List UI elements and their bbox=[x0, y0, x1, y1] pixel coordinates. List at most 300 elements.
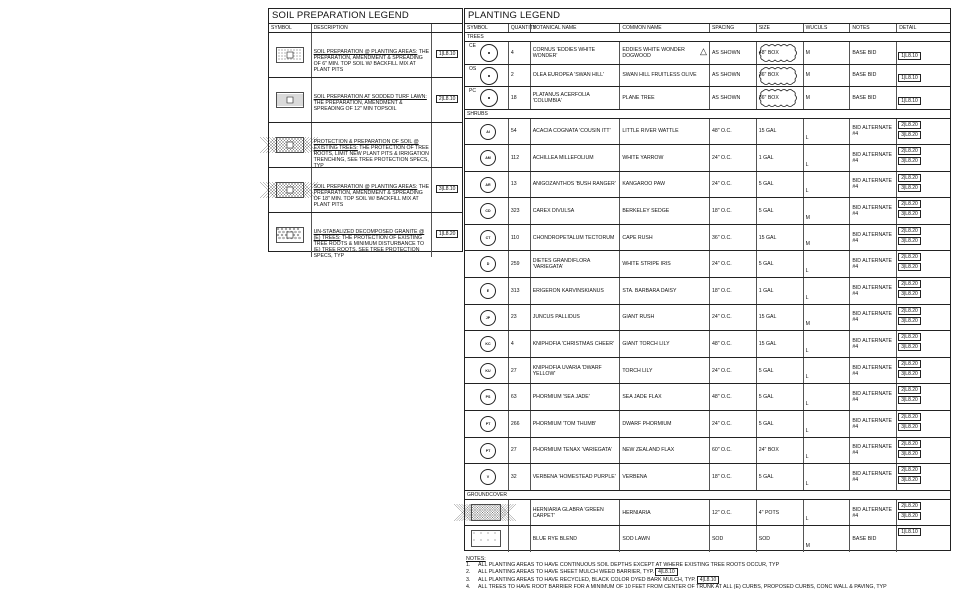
detail-reference[interactable]: 1|L8.10 bbox=[898, 97, 921, 105]
spacing: 24" O.C. bbox=[711, 181, 732, 188]
notes: BASE BID bbox=[852, 49, 877, 56]
botanical-name-cell bbox=[531, 464, 621, 490]
tree-code: PC bbox=[469, 88, 476, 94]
common-name-cell bbox=[620, 331, 710, 357]
detail-reference[interactable]: 2|L8.20 bbox=[898, 386, 921, 394]
detail-reference[interactable]: 2|L8.20 bbox=[898, 147, 921, 155]
dots-hatch-symbol bbox=[276, 47, 304, 63]
shrubs-row bbox=[465, 251, 950, 278]
size: 5 GAL bbox=[758, 181, 774, 188]
symbol-cell bbox=[465, 119, 509, 145]
quantity: 266 bbox=[510, 420, 520, 427]
size-cell bbox=[757, 172, 804, 198]
notes: BID ALTERNATE #4 bbox=[852, 444, 892, 457]
shrub-symbol-icon: AR bbox=[480, 177, 496, 193]
size-cell bbox=[757, 411, 804, 437]
wucols-cell bbox=[804, 42, 851, 64]
detail-reference[interactable]: 2|L8.10 bbox=[436, 95, 459, 103]
planting-legend-title: PLANTING LEGEND bbox=[465, 9, 950, 24]
spacing-cell bbox=[710, 500, 757, 525]
detail-reference[interactable]: 3|L8.20 bbox=[898, 450, 921, 458]
cross-hatch-symbol bbox=[276, 137, 304, 153]
detail-reference[interactable]: 2|L8.20 bbox=[898, 413, 921, 421]
wucols: L bbox=[805, 135, 809, 142]
wucols-cell bbox=[804, 172, 851, 198]
detail-reference[interactable]: 2|L8.20 bbox=[898, 333, 921, 341]
size: 5 GAL bbox=[758, 208, 774, 215]
common-name: TORCH LILY bbox=[622, 367, 653, 374]
quantity-cell bbox=[509, 172, 531, 198]
header-symbol: SYMBOL bbox=[465, 24, 509, 32]
size: 5 GAL bbox=[758, 420, 774, 427]
notes-cell bbox=[850, 145, 897, 171]
header-quantity: QUANTITY bbox=[510, 25, 537, 31]
detail-reference[interactable]: 3|L8.20 bbox=[898, 184, 921, 192]
size: 15 GAL bbox=[758, 234, 777, 241]
spacing: AS SHOWN bbox=[711, 49, 741, 56]
soil-description-cell bbox=[312, 213, 433, 257]
notes: BID ALTERNATE #4 bbox=[852, 178, 892, 191]
wucols: L bbox=[805, 401, 809, 408]
size-cell bbox=[757, 278, 804, 304]
common-name: NEW ZEALAND FLAX bbox=[622, 447, 675, 454]
shrub-symbol-icon: AI bbox=[480, 124, 496, 140]
soil-description-lead: SOIL PREPARATION AT SODDED TURF LAWN: bbox=[313, 94, 427, 100]
shrub-symbol-icon: CT bbox=[480, 230, 496, 246]
size-cell bbox=[757, 438, 804, 464]
notes-cell bbox=[850, 305, 897, 331]
detail-cell bbox=[897, 526, 950, 551]
detail-cell bbox=[897, 225, 950, 251]
quantity: 112 bbox=[510, 154, 520, 161]
spacing: 60" O.C. bbox=[711, 447, 732, 454]
quantity: 23 bbox=[510, 314, 517, 321]
spacing: 24" O.C. bbox=[711, 261, 732, 268]
size-cell bbox=[757, 119, 804, 145]
lines-hatch-symbol bbox=[276, 92, 304, 108]
header-common: COMMON NAME bbox=[620, 24, 710, 32]
soil-description-lead: PROTECTION & PREPARATION OF SOIL @ EXISTING TREES: bbox=[313, 139, 419, 151]
quantity: 259 bbox=[510, 261, 520, 268]
notes-cell bbox=[850, 198, 897, 224]
header-wucols: WUCULS bbox=[804, 24, 851, 32]
quantity: 27 bbox=[510, 447, 517, 454]
tree-code: OS bbox=[469, 65, 477, 72]
shrub-symbol-icon: PT bbox=[480, 416, 496, 432]
botanical-name-cell bbox=[531, 198, 621, 224]
common-name-cell bbox=[620, 526, 710, 551]
quantity-cell bbox=[509, 65, 531, 87]
soil-symbol-cell bbox=[269, 168, 312, 212]
note-number: 1. bbox=[466, 562, 471, 569]
shrubs-row bbox=[465, 172, 950, 199]
shrubs-row bbox=[465, 198, 950, 225]
botanical-name: PLATANUS ACERFOLIA 'COLUMBIA' bbox=[532, 91, 590, 104]
shrub-symbol-icon: PT bbox=[480, 443, 496, 459]
symbol-cell bbox=[465, 198, 509, 224]
botanical-name-cell bbox=[531, 225, 621, 251]
symbol-cell bbox=[465, 305, 509, 331]
spacing: 18" O.C. bbox=[711, 208, 732, 215]
botanical-name: PHORMIUM 'SEA JADE' bbox=[532, 394, 590, 401]
gravel-hatch-symbol bbox=[276, 227, 304, 243]
botanical-name: HERNIARIA GLABRA 'GREEN CARPET' bbox=[532, 506, 604, 519]
soil-description-lead: SOIL PREPARATION @ PLANTING AREAS: bbox=[313, 184, 418, 190]
shrub-symbol-icon: E bbox=[480, 283, 496, 299]
soil-description-body: THE PREPARATION, AMENDMENT & SPREADING OF 6" MIN. TOP SOIL W/ BACKFILL MIX AT PLANT PITS bbox=[313, 49, 430, 73]
shrubs-row bbox=[465, 464, 950, 491]
wucols-cell bbox=[804, 358, 851, 384]
wucols-cell bbox=[804, 251, 851, 277]
shrubs-row bbox=[465, 411, 950, 438]
detail-reference[interactable]: 3|L8.20 bbox=[898, 157, 921, 165]
notes-cell bbox=[850, 278, 897, 304]
quantity-cell bbox=[509, 87, 531, 109]
header-detail: DETAIL bbox=[899, 25, 917, 31]
notes-cell bbox=[850, 87, 897, 109]
quantity-cell bbox=[509, 251, 531, 277]
size: 36" BOX bbox=[758, 94, 779, 101]
header-symbol: SYMBOL bbox=[269, 24, 312, 32]
size-cell bbox=[757, 464, 804, 490]
spacing: AS SHOWN bbox=[711, 72, 741, 79]
soil-legend-title: SOIL PREPARATION LEGEND bbox=[269, 9, 462, 24]
detail-reference[interactable]: 3|L8.20 bbox=[898, 131, 921, 139]
note-number: 4. bbox=[466, 584, 471, 591]
shrubs-row bbox=[465, 119, 950, 146]
detail-reference[interactable]: 1|L8.10 bbox=[898, 528, 921, 536]
detail-reference[interactable]: 3|L8.10 bbox=[436, 185, 459, 193]
spacing: 24" O.C. bbox=[711, 420, 732, 427]
detail-reference[interactable]: 3|L8.20 bbox=[898, 210, 921, 218]
detail-reference[interactable]: 3|L8.20 bbox=[898, 423, 921, 431]
detail-reference[interactable]: 4|L8.10 bbox=[655, 568, 678, 576]
botanical-name-cell bbox=[531, 42, 621, 64]
botanical-name: KNIPHOFIA UVARIA 'DWARF YELLOW' bbox=[532, 364, 602, 377]
notes: BID ALTERNATE #4 bbox=[852, 338, 892, 351]
notes-cell bbox=[850, 358, 897, 384]
spacing: 48" O.C. bbox=[711, 341, 732, 348]
size-cell bbox=[757, 384, 804, 410]
detail-cell bbox=[897, 305, 950, 331]
shrubs-row bbox=[465, 305, 950, 332]
wucols-cell bbox=[804, 65, 851, 87]
soil-description-body: THE PROTECTION OF EXISTING TREE ROOTS & MINIMUM DISTURBANCE TO (E) TREE ROOTS, SEE TREE PROTECTION SPECS, TYP bbox=[313, 235, 425, 259]
detail-reference[interactable]: 2|L8.20 bbox=[898, 360, 921, 368]
note-text: ALL TREES TO HAVE ROOT BARRIER FOR A MINIMUM OF 10 FEET FROM CENTER OF TRUNK AT ALL (E) CURBS, PROPOSED CURBS, CONC WALL & PAVING, TYP bbox=[478, 584, 887, 591]
soil-rows bbox=[269, 33, 462, 257]
size: 5 GAL bbox=[758, 474, 774, 481]
notes-cell bbox=[850, 384, 897, 410]
symbol-cell bbox=[465, 87, 509, 109]
soil-reference-cell bbox=[432, 33, 462, 77]
common-name: SWAN HILL FRUITLESS OLIVE bbox=[622, 72, 697, 79]
detail-cell bbox=[897, 331, 950, 357]
shrub-symbol-icon: KC bbox=[480, 336, 496, 352]
common-name: SOD LAWN bbox=[622, 535, 650, 542]
detail-reference[interactable]: 3|L8.20 bbox=[898, 396, 921, 404]
trees-row bbox=[465, 42, 950, 65]
size-cell bbox=[757, 500, 804, 525]
quantity: 323 bbox=[510, 208, 520, 215]
notes-cell bbox=[850, 411, 897, 437]
common-name-cell bbox=[620, 198, 710, 224]
tree-code: CE bbox=[469, 43, 476, 49]
soil-symbol-cell bbox=[269, 33, 312, 77]
botanical-name-cell bbox=[531, 251, 621, 277]
size: 36" BOX bbox=[758, 72, 779, 79]
soil-row bbox=[269, 33, 462, 78]
notes: BID ALTERNATE #4 bbox=[852, 506, 892, 519]
notes: BID ALTERNATE #4 bbox=[852, 205, 892, 218]
detail-reference[interactable]: 3|L8.20 bbox=[898, 237, 921, 245]
size: 15 GAL bbox=[758, 314, 777, 321]
symbol-cell bbox=[465, 278, 509, 304]
botanical-name: ERIGERON KARVINSKIANUS bbox=[532, 287, 604, 294]
note-line bbox=[466, 576, 956, 584]
notes-cell bbox=[850, 119, 897, 145]
shrubs-row bbox=[465, 145, 950, 172]
note-text: ALL PLANTING AREAS TO HAVE CONTINUOUS SOIL DEPTHS EXCEPT AT WHERE EXISTING TREE ROOTS OCCUR, TYP bbox=[478, 562, 780, 569]
detail-reference[interactable]: 2|L8.20 bbox=[898, 307, 921, 315]
detail-reference[interactable]: 3|L8.20 bbox=[898, 290, 921, 298]
detail-cell bbox=[897, 87, 950, 109]
detail-reference[interactable]: 3|L8.20 bbox=[898, 317, 921, 325]
soil-reference-cell bbox=[432, 168, 462, 212]
size-cell bbox=[757, 225, 804, 251]
detail-reference[interactable]: 3|L8.20 bbox=[898, 343, 921, 351]
soil-row bbox=[269, 168, 462, 213]
shrub-symbol-icon: PS bbox=[480, 389, 496, 405]
symbol-cell bbox=[465, 225, 509, 251]
notes-list bbox=[466, 562, 956, 590]
soil-reference-cell bbox=[432, 213, 462, 257]
notes-cell bbox=[850, 331, 897, 357]
symbol-cell bbox=[465, 464, 509, 490]
shrub-rows bbox=[465, 119, 950, 491]
shrubs-row bbox=[465, 331, 950, 358]
shrub-symbol-icon: V bbox=[480, 469, 496, 485]
common-name: BERKELEY SEDGE bbox=[622, 208, 670, 215]
size: 4" POTS bbox=[758, 509, 780, 516]
wucols: L bbox=[805, 427, 809, 434]
spacing: 48" O.C. bbox=[711, 128, 732, 135]
common-name: SEA JADE FLAX bbox=[622, 394, 662, 401]
detail-reference[interactable]: 4|L8.10 bbox=[697, 576, 720, 584]
spacing-cell bbox=[710, 225, 757, 251]
soil-description-body: THE PREPARATION, AMENDMENT & SPREADING OF 12" MIN TOPSOIL bbox=[313, 100, 403, 112]
wucols-cell bbox=[804, 87, 851, 109]
notes-cell bbox=[850, 65, 897, 87]
shrubs-row bbox=[465, 438, 950, 465]
common-name-cell bbox=[620, 119, 710, 145]
botanical-name-cell bbox=[531, 526, 621, 551]
common-name-cell bbox=[620, 500, 710, 525]
shrub-symbol-icon: D bbox=[480, 256, 496, 272]
botanical-name-cell bbox=[531, 500, 621, 525]
detail-cell bbox=[897, 119, 950, 145]
spacing-cell bbox=[710, 464, 757, 490]
detail-reference[interactable]: 2|L8.20 bbox=[898, 121, 921, 129]
quantity-cell bbox=[509, 358, 531, 384]
wucols-cell bbox=[804, 464, 851, 490]
botanical-name-cell bbox=[531, 305, 621, 331]
quantity: 18 bbox=[510, 94, 517, 101]
detail-reference[interactable]: 2|L8.20 bbox=[898, 502, 921, 510]
quantity-cell bbox=[509, 384, 531, 410]
detail-reference[interactable]: 2|L8.20 bbox=[898, 200, 921, 208]
quantity: 32 bbox=[510, 474, 517, 481]
symbol-cell bbox=[465, 172, 509, 198]
detail-reference[interactable]: 2|L8.20 bbox=[898, 280, 921, 288]
size-cell bbox=[757, 198, 804, 224]
common-name-cell bbox=[620, 278, 710, 304]
tree-rows bbox=[465, 42, 950, 110]
detail-reference[interactable]: 1|L8.10 bbox=[898, 52, 921, 60]
botanical-name-cell bbox=[531, 172, 621, 198]
common-name: PLANE TREE bbox=[622, 94, 655, 101]
common-name-cell bbox=[620, 358, 710, 384]
notes: BASE BID bbox=[852, 535, 877, 542]
size-cell bbox=[757, 251, 804, 277]
wucols-cell bbox=[804, 305, 851, 331]
quantity-cell bbox=[509, 145, 531, 171]
common-name: LITTLE RIVER WATTLE bbox=[622, 128, 679, 135]
wucols: L bbox=[805, 347, 809, 354]
botanical-name-cell bbox=[531, 331, 621, 357]
botanical-name-cell bbox=[531, 438, 621, 464]
detail-reference[interactable]: 3|L8.20 bbox=[898, 512, 921, 520]
detail-reference[interactable]: 2|L8.20 bbox=[898, 174, 921, 182]
detail-reference[interactable]: 3|L8.20 bbox=[898, 263, 921, 271]
shrubs-row bbox=[465, 278, 950, 305]
soil-description bbox=[312, 168, 432, 208]
detail-cell bbox=[897, 198, 950, 224]
detail-reference[interactable]: 2|L8.20 bbox=[898, 227, 921, 235]
header-notes: NOTES bbox=[850, 24, 897, 32]
soil-description bbox=[312, 78, 432, 112]
hatch-hatch-symbol bbox=[471, 504, 501, 521]
botanical-name-cell bbox=[531, 358, 621, 384]
size: 1 GAL bbox=[758, 287, 774, 294]
soil-description-lead: UN-STABALIZED DECOMPOSED GRANITE @ (E) TREES: bbox=[313, 229, 425, 241]
symbol-cell bbox=[465, 411, 509, 437]
soil-row bbox=[269, 78, 462, 123]
notes: BID ALTERNATE #4 bbox=[852, 364, 892, 377]
note-number: 3. bbox=[466, 577, 471, 584]
wucols: L bbox=[805, 268, 809, 275]
shrubs-row bbox=[465, 225, 950, 252]
size-cell bbox=[757, 331, 804, 357]
wucols-cell bbox=[804, 198, 851, 224]
planting-legend-header bbox=[465, 24, 950, 33]
symbol-cell bbox=[465, 65, 509, 87]
botanical-name: VERBENA 'HOMESTEAD PURPLE' bbox=[532, 474, 616, 481]
symbol-cell bbox=[465, 331, 509, 357]
symbol-cell bbox=[465, 500, 509, 525]
quantity: 2 bbox=[510, 72, 514, 79]
detail-reference[interactable]: 1|L8.10 bbox=[898, 74, 921, 82]
spacing-cell bbox=[710, 305, 757, 331]
size: 5 GAL bbox=[758, 394, 774, 401]
botanical-name-cell bbox=[531, 145, 621, 171]
detail-reference[interactable]: 1|L8.10 bbox=[436, 50, 459, 58]
detail-cell bbox=[897, 500, 950, 525]
size: 5 GAL bbox=[758, 367, 774, 374]
symbol-cell bbox=[465, 42, 509, 64]
detail-reference[interactable]: 1|L8.20 bbox=[436, 230, 459, 238]
revision-delta-icon: △ bbox=[700, 46, 707, 56]
size-cell bbox=[757, 526, 804, 551]
notes-cell bbox=[850, 225, 897, 251]
header-description: DESCRIPTION bbox=[312, 24, 433, 32]
notes: BID ALTERNATE #4 bbox=[852, 151, 892, 164]
wucols: L bbox=[805, 294, 809, 301]
common-name-cell bbox=[620, 145, 710, 171]
common-name-cell bbox=[620, 464, 710, 490]
common-name-cell bbox=[620, 305, 710, 331]
common-name: EDDIES WHITE WONDER DOGWOOD bbox=[622, 46, 685, 59]
soil-reference-cell bbox=[432, 123, 462, 167]
detail-reference[interactable]: 2|L8.20 bbox=[898, 440, 921, 448]
detail-reference[interactable]: 2|L8.20 bbox=[898, 253, 921, 261]
trees-row bbox=[465, 65, 950, 88]
tree-symbol-icon bbox=[480, 67, 498, 85]
wucols: M bbox=[805, 542, 810, 549]
symbol-cell bbox=[465, 251, 509, 277]
spacing: SOD bbox=[711, 535, 724, 542]
wucols-cell bbox=[804, 119, 851, 145]
notes: BASE BID bbox=[852, 72, 877, 79]
shrubs-row bbox=[465, 358, 950, 385]
detail-reference[interactable]: 3|L8.20 bbox=[898, 370, 921, 378]
groundcover-row bbox=[465, 526, 950, 551]
shrub-symbol-icon: JP bbox=[480, 310, 496, 326]
spacing-cell bbox=[710, 119, 757, 145]
botanical-name: CHONDROPETALUM TECTORUM bbox=[532, 234, 615, 241]
detail-reference[interactable]: 3|L8.20 bbox=[898, 476, 921, 484]
spacing: AS SHOWN bbox=[711, 94, 741, 101]
wucols: L bbox=[805, 374, 809, 381]
tree-symbol-icon bbox=[480, 89, 498, 107]
spacing-cell bbox=[710, 145, 757, 171]
soil-row bbox=[269, 213, 462, 257]
common-name: WHITE YARROW bbox=[622, 154, 664, 161]
wucols-cell bbox=[804, 384, 851, 410]
detail-cell bbox=[897, 384, 950, 410]
botanical-name: OLEA EUROPEA 'SWAN HILL' bbox=[532, 72, 604, 79]
botanical-name-cell bbox=[531, 384, 621, 410]
common-name-cell bbox=[620, 438, 710, 464]
wucols-cell bbox=[804, 411, 851, 437]
soil-preparation-legend bbox=[268, 8, 463, 259]
common-name-cell bbox=[620, 225, 710, 251]
detail-cell bbox=[897, 251, 950, 277]
botanical-name-cell bbox=[531, 411, 621, 437]
spacing: 48" O.C. bbox=[711, 394, 732, 401]
notes: BID ALTERNATE #4 bbox=[852, 284, 892, 297]
common-name: GIANT RUSH bbox=[622, 314, 655, 321]
soil-legend-header bbox=[269, 24, 462, 33]
spacing: 24" O.C. bbox=[711, 154, 732, 161]
soil-symbol-cell bbox=[269, 78, 312, 122]
wucols-cell bbox=[804, 278, 851, 304]
spacing-cell bbox=[710, 65, 757, 87]
detail-cell bbox=[897, 172, 950, 198]
detail-cell bbox=[897, 411, 950, 437]
detail-reference[interactable]: 2|L8.20 bbox=[898, 466, 921, 474]
quantity: 4 bbox=[510, 49, 514, 56]
